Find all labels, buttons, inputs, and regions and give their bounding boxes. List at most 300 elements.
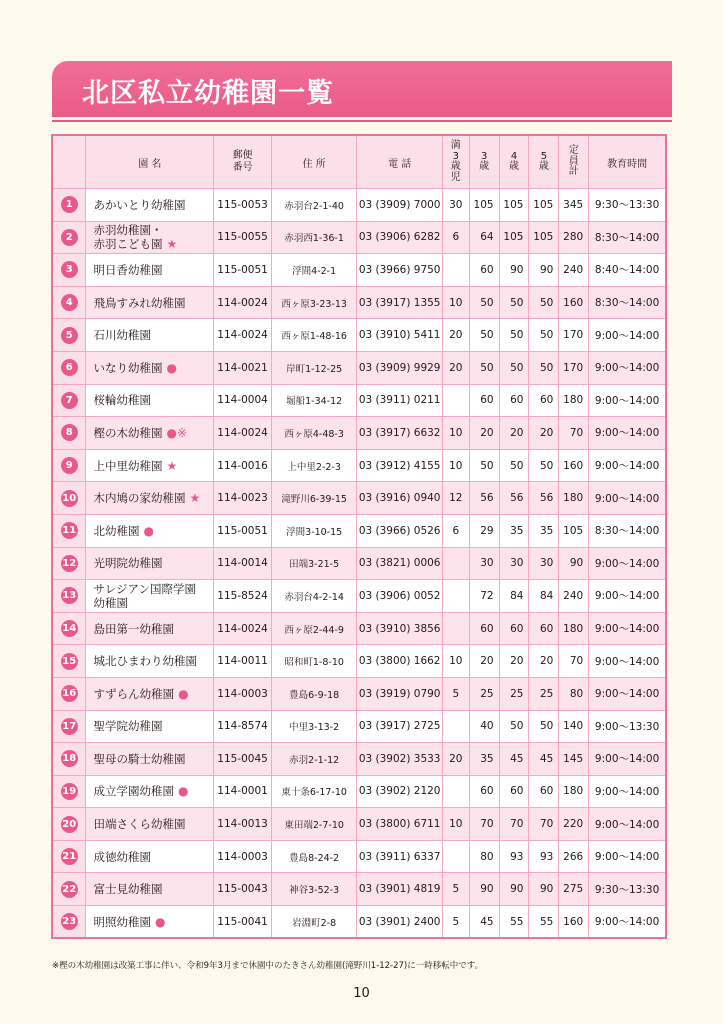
number-badge: 18 — [61, 750, 78, 767]
capacity-age3: 29 — [469, 514, 499, 547]
capacity-age3: 64 — [469, 221, 499, 254]
kindergarten-mark: ● — [178, 686, 189, 701]
row-number — [52, 482, 86, 515]
header-age3: 3 歳 — [469, 135, 499, 189]
capacity-age3: 45 — [469, 906, 499, 939]
address: 西ヶ原3-23-13 — [271, 286, 357, 319]
capacity-age4: 105 — [499, 189, 529, 222]
capacity-age3-full — [442, 612, 469, 645]
capacity-age3-full: 10 — [442, 286, 469, 319]
table-row — [52, 482, 666, 515]
capacity-age5: 60 — [529, 775, 559, 808]
capacity-age4: 56 — [499, 482, 529, 515]
capacity-age3-full: 5 — [442, 906, 469, 939]
capacity-age3: 30 — [469, 547, 499, 580]
address: 浮間4-2-1 — [271, 254, 357, 287]
header-number — [52, 135, 86, 189]
table-row — [52, 189, 666, 222]
table-row — [52, 710, 666, 743]
kindergarten-name: 木内鳩の家幼稚園 — [93, 491, 186, 506]
number-badge: 3 — [61, 261, 78, 278]
kindergarten-name: いなり幼稚園 — [93, 360, 163, 375]
title-banner — [52, 61, 672, 117]
kindergarten-name-cell — [86, 221, 214, 254]
capacity-total: 140 — [559, 710, 589, 743]
capacity-age3-full — [442, 840, 469, 873]
kindergarten-mark: ★ — [166, 458, 178, 473]
capacity-total: 160 — [559, 906, 589, 939]
phone: 03 (3909) 9929 — [357, 351, 443, 384]
kindergarten-name: 明照幼稚園 — [93, 914, 151, 929]
capacity-age4: 35 — [499, 514, 529, 547]
kindergarten-name-cell — [86, 873, 214, 906]
postal-code: 115-0053 — [214, 189, 272, 222]
capacity-age3: 56 — [469, 482, 499, 515]
table-row — [52, 743, 666, 776]
capacity-age4: 50 — [499, 449, 529, 482]
capacity-age5: 105 — [529, 221, 559, 254]
education-hours: 9:00〜14:00 — [589, 612, 666, 645]
address: 滝野川6-39-15 — [271, 482, 357, 515]
phone: 03 (3966) 0526 — [357, 514, 443, 547]
phone: 03 (3906) 0052 — [357, 580, 443, 613]
capacity-age3: 25 — [469, 677, 499, 710]
kindergarten-name-cell — [86, 351, 214, 384]
capacity-age3: 50 — [469, 449, 499, 482]
capacity-age3-full — [442, 384, 469, 417]
table-row — [52, 351, 666, 384]
capacity-age5: 50 — [529, 286, 559, 319]
postal-code: 114-0024 — [214, 319, 272, 352]
address: 西ヶ原1-48-16 — [271, 319, 357, 352]
postal-code: 114-0001 — [214, 775, 272, 808]
education-hours: 9:00〜13:30 — [589, 710, 666, 743]
education-hours: 8:30〜14:00 — [589, 286, 666, 319]
capacity-age3: 60 — [469, 254, 499, 287]
postal-code: 114-0021 — [214, 351, 272, 384]
kindergarten-name-cell — [86, 482, 214, 515]
kindergarten-name: 成徳幼稚園 — [93, 849, 151, 864]
kindergarten-name: 成立学園幼稚園 — [93, 784, 174, 799]
capacity-age3: 60 — [469, 775, 499, 808]
capacity-age4: 60 — [499, 775, 529, 808]
address: 豊島6-9-18 — [271, 677, 357, 710]
capacity-age4: 70 — [499, 808, 529, 841]
capacity-age3-full: 5 — [442, 873, 469, 906]
capacity-total: 80 — [559, 677, 589, 710]
row-number — [52, 384, 86, 417]
capacity-age3: 70 — [469, 808, 499, 841]
number-badge: 14 — [61, 620, 78, 637]
footnote: ※樫の木幼稚園は改築工事に伴い、令和9年3月まで休園中のたきさん幼稚園(滝野川1-12-27)に一時移転中です。 — [52, 961, 484, 971]
education-hours: 9:00〜14:00 — [589, 449, 666, 482]
kindergarten-name-cell — [86, 743, 214, 776]
capacity-age4: 50 — [499, 351, 529, 384]
capacity-age5: 50 — [529, 449, 559, 482]
capacity-total: 180 — [559, 482, 589, 515]
kindergarten-name: 田端さくら幼稚園 — [93, 817, 186, 832]
table-row — [52, 449, 666, 482]
capacity-age3: 40 — [469, 710, 499, 743]
capacity-age3: 105 — [469, 189, 499, 222]
table-header-row — [52, 135, 666, 189]
capacity-age3-full — [442, 254, 469, 287]
kindergarten-name: 明日香幼稚園 — [93, 262, 163, 277]
capacity-age3: 60 — [469, 612, 499, 645]
capacity-age4: 93 — [499, 840, 529, 873]
row-number — [52, 189, 86, 222]
number-badge: 19 — [61, 783, 78, 800]
postal-code: 115-0043 — [214, 873, 272, 906]
capacity-age3: 72 — [469, 580, 499, 613]
education-hours: 9:30〜13:30 — [589, 873, 666, 906]
capacity-age4: 84 — [499, 580, 529, 613]
capacity-age4: 45 — [499, 743, 529, 776]
row-number — [52, 514, 86, 547]
capacity-age3-full: 6 — [442, 514, 469, 547]
address: 赤羽台4-2-14 — [271, 580, 357, 613]
phone: 03 (3911) 0211 — [357, 384, 443, 417]
capacity-age4: 20 — [499, 417, 529, 450]
capacity-total: 220 — [559, 808, 589, 841]
phone: 03 (3901) 4819 — [357, 873, 443, 906]
phone: 03 (3966) 9750 — [357, 254, 443, 287]
postal-code: 114-0013 — [214, 808, 272, 841]
capacity-age5: 50 — [529, 351, 559, 384]
postal-code: 114-0024 — [214, 417, 272, 450]
postal-code: 115-8524 — [214, 580, 272, 613]
table-row — [52, 808, 666, 841]
capacity-total: 280 — [559, 221, 589, 254]
capacity-age3: 80 — [469, 840, 499, 873]
address: 東十条6-17-10 — [271, 775, 357, 808]
capacity-total: 160 — [559, 449, 589, 482]
capacity-age4: 55 — [499, 906, 529, 939]
address: 赤羽2-1-12 — [271, 743, 357, 776]
capacity-age5: 93 — [529, 840, 559, 873]
capacity-age5: 35 — [529, 514, 559, 547]
capacity-age5: 50 — [529, 710, 559, 743]
capacity-age5: 70 — [529, 808, 559, 841]
kindergarten-mark: ● — [166, 360, 177, 375]
postal-code: 115-0045 — [214, 743, 272, 776]
capacity-age4: 105 — [499, 221, 529, 254]
capacity-age3-full: 20 — [442, 351, 469, 384]
education-hours: 9:00〜14:00 — [589, 906, 666, 939]
number-badge: 17 — [61, 718, 78, 735]
kindergarten-mark: ●※ — [166, 425, 188, 440]
postal-code: 114-0011 — [214, 645, 272, 678]
kindergarten-name: 聖母の騎士幼稚園 — [93, 751, 186, 766]
capacity-age4: 90 — [499, 873, 529, 906]
kindergarten-name-cell — [86, 775, 214, 808]
kindergarten-name-cell — [86, 547, 214, 580]
capacity-age3: 50 — [469, 286, 499, 319]
capacity-age4: 20 — [499, 645, 529, 678]
header-phone: 電 話 — [357, 135, 443, 189]
number-badge: 8 — [61, 424, 78, 441]
capacity-age5: 90 — [529, 873, 559, 906]
capacity-total: 180 — [559, 612, 589, 645]
table-row — [52, 645, 666, 678]
kindergarten-mark: ● — [143, 523, 154, 538]
address: 堀船1-34-12 — [271, 384, 357, 417]
address: 岸町1-12-25 — [271, 351, 357, 384]
phone: 03 (3909) 7000 — [357, 189, 443, 222]
capacity-total: 240 — [559, 580, 589, 613]
capacity-total: 90 — [559, 547, 589, 580]
capacity-age3-full: 30 — [442, 189, 469, 222]
kindergarten-name: すずらん幼稚園 — [93, 686, 175, 701]
education-hours: 9:00〜14:00 — [589, 677, 666, 710]
capacity-age3-full — [442, 710, 469, 743]
number-badge: 5 — [61, 327, 78, 344]
phone: 03 (3902) 3533 — [357, 743, 443, 776]
phone: 03 (3901) 2400 — [357, 906, 443, 939]
phone: 03 (3910) 5411 — [357, 319, 443, 352]
number-badge: 2 — [61, 229, 78, 246]
table-row — [52, 286, 666, 319]
kindergarten-table — [51, 134, 667, 939]
kindergarten-name: 桜輪幼稚園 — [93, 393, 151, 408]
row-number — [52, 645, 86, 678]
phone: 03 (3906) 6282 — [357, 221, 443, 254]
header-name: 園 名 — [86, 135, 214, 189]
kindergarten-name: 飛鳥すみれ幼稚園 — [93, 295, 186, 310]
kindergarten-name-cell — [86, 710, 214, 743]
row-number — [52, 254, 86, 287]
phone: 03 (3800) 1662 — [357, 645, 443, 678]
page-number: 10 — [353, 986, 370, 1001]
capacity-age3-full: 10 — [442, 808, 469, 841]
table-row — [52, 514, 666, 547]
capacity-age5: 105 — [529, 189, 559, 222]
kindergarten-name: 赤羽幼稚園・ 赤羽こども園 — [93, 223, 163, 252]
capacity-age5: 50 — [529, 319, 559, 352]
capacity-age4: 50 — [499, 710, 529, 743]
postal-code: 114-0014 — [214, 547, 272, 580]
postal-code: 114-0023 — [214, 482, 272, 515]
postal-code: 114-8574 — [214, 710, 272, 743]
number-badge: 6 — [61, 359, 78, 376]
address: 豊島8-24-2 — [271, 840, 357, 873]
phone: 03 (3902) 2120 — [357, 775, 443, 808]
education-hours: 9:00〜14:00 — [589, 482, 666, 515]
address: 西ヶ原2-44-9 — [271, 612, 357, 645]
education-hours: 9:00〜14:00 — [589, 775, 666, 808]
phone: 03 (3917) 2725 — [357, 710, 443, 743]
table-row — [52, 384, 666, 417]
table-row — [52, 873, 666, 906]
phone: 03 (3911) 6337 — [357, 840, 443, 873]
capacity-age5: 30 — [529, 547, 559, 580]
header-age3-full: 満 3 歳 児 — [442, 135, 469, 189]
kindergarten-name-cell — [86, 612, 214, 645]
header-hours: 教育時間 — [589, 135, 666, 189]
capacity-age4: 50 — [499, 319, 529, 352]
row-number — [52, 547, 86, 580]
postal-code: 115-0041 — [214, 906, 272, 939]
row-number — [52, 612, 86, 645]
table-row — [52, 221, 666, 254]
number-badge: 13 — [61, 587, 78, 604]
capacity-age3-full: 10 — [442, 645, 469, 678]
phone: 03 (3821) 0006 — [357, 547, 443, 580]
capacity-age3-full: 10 — [442, 417, 469, 450]
table-row — [52, 677, 666, 710]
row-number — [52, 677, 86, 710]
kindergarten-mark: ● — [154, 914, 166, 929]
address: 西ヶ原4-48-3 — [271, 417, 357, 450]
kindergarten-name-cell — [86, 514, 214, 547]
number-badge: 1 — [61, 196, 78, 213]
capacity-age3: 20 — [469, 645, 499, 678]
table-row — [52, 840, 666, 873]
address: 東田端2-7-10 — [271, 808, 357, 841]
header-age5: 5 歳 — [529, 135, 559, 189]
capacity-age5: 60 — [529, 384, 559, 417]
capacity-age3-full: 5 — [442, 677, 469, 710]
number-badge: 7 — [61, 392, 78, 409]
address: 赤羽台2-1-40 — [271, 189, 357, 222]
kindergarten-name-cell — [86, 449, 214, 482]
education-hours: 9:30〜13:30 — [589, 189, 666, 222]
address: 田端3-21-5 — [271, 547, 357, 580]
row-number — [52, 873, 86, 906]
table-row — [52, 580, 666, 613]
capacity-age5: 20 — [529, 645, 559, 678]
row-number — [52, 449, 86, 482]
capacity-age3: 50 — [469, 319, 499, 352]
number-badge: 21 — [61, 848, 78, 865]
education-hours: 9:00〜14:00 — [589, 840, 666, 873]
number-badge: 22 — [61, 881, 78, 898]
number-badge: 20 — [61, 816, 78, 833]
table-row — [52, 547, 666, 580]
phone: 03 (3917) 1355 — [357, 286, 443, 319]
row-number — [52, 743, 86, 776]
address: 岩淵町2-8 — [271, 906, 357, 939]
capacity-age5: 56 — [529, 482, 559, 515]
capacity-age3-full — [442, 580, 469, 613]
capacity-total: 170 — [559, 319, 589, 352]
kindergarten-name: サレジアン国際学園 幼稚園 — [93, 581, 197, 610]
row-number — [52, 286, 86, 319]
capacity-age5: 55 — [529, 906, 559, 939]
capacity-total: 240 — [559, 254, 589, 287]
postal-code: 114-0016 — [214, 449, 272, 482]
header-age4: 4 歳 — [499, 135, 529, 189]
row-number — [52, 808, 86, 841]
education-hours: 9:00〜14:00 — [589, 351, 666, 384]
kindergarten-name: 上中里幼稚園 — [93, 458, 163, 473]
capacity-age3: 50 — [469, 351, 499, 384]
number-badge: 16 — [61, 685, 78, 702]
capacity-age3-full: 12 — [442, 482, 469, 515]
row-number — [52, 351, 86, 384]
row-number — [52, 906, 86, 939]
address: 中里3-13-2 — [271, 710, 357, 743]
capacity-total: 170 — [559, 351, 589, 384]
capacity-age5: 25 — [529, 677, 559, 710]
number-badge: 11 — [61, 522, 78, 539]
education-hours: 8:30〜14:00 — [589, 221, 666, 254]
capacity-age5: 84 — [529, 580, 559, 613]
row-number — [52, 221, 86, 254]
kindergarten-mark: ● — [177, 784, 189, 799]
kindergarten-name: 光明院幼稚園 — [93, 556, 163, 571]
education-hours: 9:00〜14:00 — [589, 319, 666, 352]
education-hours: 8:30〜14:00 — [589, 514, 666, 547]
phone: 03 (3910) 3856 — [357, 612, 443, 645]
table-row — [52, 417, 666, 450]
row-number — [52, 775, 86, 808]
capacity-age5: 45 — [529, 743, 559, 776]
row-number — [52, 710, 86, 743]
postal-code: 114-0004 — [214, 384, 272, 417]
capacity-total: 105 — [559, 514, 589, 547]
kindergarten-name: 樫の木幼稚園 — [93, 425, 163, 440]
capacity-total: 275 — [559, 873, 589, 906]
capacity-total: 180 — [559, 775, 589, 808]
capacity-age3: 35 — [469, 743, 499, 776]
capacity-age3-full: 20 — [442, 743, 469, 776]
kindergarten-name: 城北ひまわり幼稚園 — [93, 654, 197, 669]
kindergarten-name: 島田第一幼稚園 — [93, 621, 174, 636]
capacity-age3-full: 10 — [442, 449, 469, 482]
capacity-total: 145 — [559, 743, 589, 776]
capacity-age5: 20 — [529, 417, 559, 450]
capacity-age4: 50 — [499, 286, 529, 319]
number-badge: 9 — [61, 457, 78, 474]
capacity-age3: 60 — [469, 384, 499, 417]
education-hours: 9:00〜14:00 — [589, 417, 666, 450]
education-hours: 9:00〜14:00 — [589, 645, 666, 678]
capacity-age3-full: 20 — [442, 319, 469, 352]
kindergarten-name: あかいとり幼稚園 — [93, 197, 186, 212]
kindergarten-mark: ★ — [189, 491, 201, 506]
kindergarten-name: 富士見幼稚園 — [93, 882, 163, 897]
table-row — [52, 319, 666, 352]
capacity-age5: 90 — [529, 254, 559, 287]
table-row — [52, 906, 666, 939]
number-badge: 4 — [61, 294, 78, 311]
capacity-age3-full — [442, 547, 469, 580]
phone: 03 (3916) 0940 — [357, 482, 443, 515]
header-address: 住 所 — [271, 135, 357, 189]
page-title: 北区私立幼稚園一覧 — [82, 78, 334, 109]
education-hours: 9:00〜14:00 — [589, 384, 666, 417]
capacity-age5: 60 — [529, 612, 559, 645]
capacity-total: 345 — [559, 189, 589, 222]
postal-code: 114-0003 — [214, 677, 272, 710]
capacity-age4: 60 — [499, 612, 529, 645]
capacity-age4: 60 — [499, 384, 529, 417]
kindergarten-name-cell — [86, 906, 214, 939]
row-number — [52, 580, 86, 613]
row-number — [52, 840, 86, 873]
header-capacity: 定 員 計 — [559, 135, 589, 189]
kindergarten-name-cell — [86, 645, 214, 678]
postal-code: 115-0051 — [214, 514, 272, 547]
table-row — [52, 612, 666, 645]
kindergarten-name-cell — [86, 189, 214, 222]
kindergarten-mark: ★ — [166, 237, 178, 252]
kindergarten-name-cell — [86, 580, 214, 613]
address: 神谷3-52-3 — [271, 873, 357, 906]
kindergarten-name-cell — [86, 254, 214, 287]
kindergarten-name-cell — [86, 808, 214, 841]
